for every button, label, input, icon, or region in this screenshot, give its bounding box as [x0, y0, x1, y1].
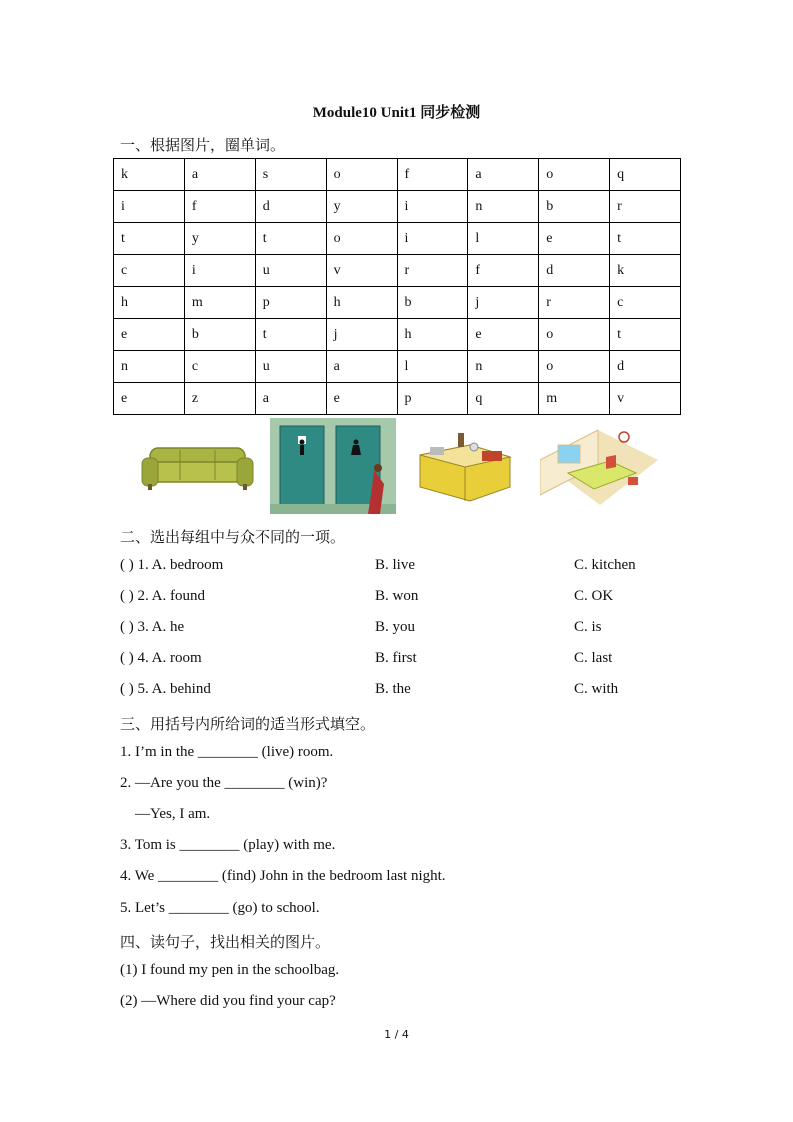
- kitchen-picture: [410, 425, 522, 507]
- grid-cell[interactable]: i: [397, 191, 468, 223]
- grid-cell[interactable]: i: [184, 255, 255, 287]
- choice-option-q: ( ) 1. A. bedroom: [120, 557, 224, 573]
- grid-cell[interactable]: u: [255, 351, 326, 383]
- read-line-1: (1) I found my pen in the schoolbag.: [120, 962, 340, 978]
- grid-cell[interactable]: p: [255, 287, 326, 319]
- grid-cell[interactable]: v: [610, 383, 681, 415]
- grid-row: [114, 223, 681, 255]
- grid-row: [114, 191, 681, 223]
- grid-cell[interactable]: q: [610, 159, 681, 191]
- grid-cell[interactable]: o: [539, 351, 610, 383]
- choice-option-b: B. the: [375, 681, 411, 697]
- grid-cell[interactable]: c: [610, 287, 681, 319]
- choice-option-c: C. kitchen: [574, 557, 636, 573]
- grid-cell[interactable]: h: [114, 287, 185, 319]
- grid-row: [114, 287, 681, 319]
- grid-cell[interactable]: e: [539, 223, 610, 255]
- fill-line-2-answer: —Yes, I am.: [135, 806, 211, 822]
- choice-option-c: C. with: [574, 681, 619, 697]
- fill-line-4: 4. We ________ (find) John in the bedroom last night.: [120, 868, 446, 884]
- fill-line-5: 5. Let’s ________ (go) to school.: [120, 900, 320, 916]
- grid-cell[interactable]: d: [539, 255, 610, 287]
- page-title: Module10 Unit1 同步检测: [312, 105, 481, 121]
- grid-cell[interactable]: e: [326, 383, 397, 415]
- grid-cell[interactable]: e: [114, 383, 185, 415]
- grid-cell[interactable]: e: [114, 319, 185, 351]
- grid-cell[interactable]: f: [184, 191, 255, 223]
- grid-cell[interactable]: r: [397, 255, 468, 287]
- choice-option-q: ( ) 4. A. room: [120, 650, 202, 666]
- choice-question-4: [120, 650, 680, 670]
- grid-row: [114, 255, 681, 287]
- grid-cell[interactable]: p: [397, 383, 468, 415]
- grid-cell[interactable]: d: [610, 351, 681, 383]
- grid-cell[interactable]: j: [326, 319, 397, 351]
- grid-row: [114, 383, 681, 415]
- choice-option-q: ( ) 3. A. he: [120, 619, 185, 635]
- grid-cell[interactable]: t: [610, 319, 681, 351]
- grid-cell[interactable]: b: [539, 191, 610, 223]
- grid-cell[interactable]: c: [184, 351, 255, 383]
- toilet-picture: [270, 418, 396, 514]
- grid-cell[interactable]: s: [255, 159, 326, 191]
- grid-cell[interactable]: r: [539, 287, 610, 319]
- grid-cell[interactable]: z: [184, 383, 255, 415]
- choice-option-b: B. live: [375, 557, 415, 573]
- choice-question-5: [120, 681, 680, 701]
- grid-cell[interactable]: b: [397, 287, 468, 319]
- grid-cell[interactable]: i: [397, 223, 468, 255]
- read-line-2: (2) —Where did you find your cap?: [120, 993, 336, 1009]
- grid-cell[interactable]: d: [255, 191, 326, 223]
- grid-cell[interactable]: l: [397, 351, 468, 383]
- section-1-heading: 一、根据图片，圈单词。: [120, 138, 286, 154]
- section-4-heading: 四、读句子，找出相关的图片。: [120, 935, 331, 951]
- grid-cell[interactable]: o: [326, 159, 397, 191]
- grid-cell[interactable]: r: [610, 191, 681, 223]
- grid-cell[interactable]: n: [468, 191, 539, 223]
- grid-cell[interactable]: u: [255, 255, 326, 287]
- grid-cell[interactable]: a: [184, 159, 255, 191]
- grid-cell[interactable]: t: [114, 223, 185, 255]
- grid-cell[interactable]: t: [255, 223, 326, 255]
- choice-question-2: [120, 588, 680, 608]
- grid-cell[interactable]: h: [326, 287, 397, 319]
- choice-option-c: C. is: [574, 619, 602, 635]
- choice-question-1: [120, 557, 680, 577]
- page-number: 1 / 4: [384, 1028, 409, 1041]
- choice-option-q: ( ) 5. A. behind: [120, 681, 211, 697]
- grid-cell[interactable]: k: [610, 255, 681, 287]
- section-2-heading: 二、选出每组中与众不同的一项。: [120, 530, 346, 546]
- grid-row: [114, 159, 681, 191]
- grid-cell[interactable]: a: [468, 159, 539, 191]
- choice-option-b: B. first: [375, 650, 417, 666]
- choice-option-b: B. won: [375, 588, 419, 604]
- grid-cell[interactable]: t: [255, 319, 326, 351]
- choice-option-q: ( ) 2. A. found: [120, 588, 205, 604]
- grid-cell[interactable]: f: [468, 255, 539, 287]
- grid-cell[interactable]: f: [397, 159, 468, 191]
- fill-line-1: 1. I’m in the ________ (live) room.: [120, 744, 334, 760]
- grid-cell[interactable]: t: [610, 223, 681, 255]
- grid-cell[interactable]: o: [326, 223, 397, 255]
- grid-cell[interactable]: e: [468, 319, 539, 351]
- grid-cell[interactable]: y: [326, 191, 397, 223]
- grid-cell[interactable]: m: [539, 383, 610, 415]
- sofa-picture: [140, 440, 255, 495]
- word-search-grid: [113, 158, 681, 415]
- choice-option-b: B. you: [375, 619, 416, 635]
- grid-cell[interactable]: y: [184, 223, 255, 255]
- bedroom-picture: [540, 425, 658, 507]
- grid-cell[interactable]: j: [468, 287, 539, 319]
- fill-line-2: 2. —Are you the ________ (win)?: [120, 775, 328, 791]
- grid-cell[interactable]: m: [184, 287, 255, 319]
- grid-cell[interactable]: a: [326, 351, 397, 383]
- grid-cell[interactable]: q: [468, 383, 539, 415]
- choice-option-c: C. last: [574, 650, 613, 666]
- grid-cell[interactable]: a: [255, 383, 326, 415]
- choice-option-c: C. OK: [574, 588, 614, 604]
- grid-cell[interactable]: n: [114, 351, 185, 383]
- grid-cell[interactable]: h: [397, 319, 468, 351]
- choice-question-3: [120, 619, 680, 639]
- grid-cell[interactable]: b: [184, 319, 255, 351]
- grid-cell[interactable]: o: [539, 319, 610, 351]
- grid-row: [114, 351, 681, 383]
- grid-row: [114, 319, 681, 351]
- grid-cell[interactable]: n: [468, 351, 539, 383]
- fill-line-3: 3. Tom is ________ (play) with me.: [120, 837, 336, 853]
- grid-cell[interactable]: o: [539, 159, 610, 191]
- grid-cell[interactable]: i: [114, 191, 185, 223]
- grid-cell[interactable]: c: [114, 255, 185, 287]
- grid-cell[interactable]: k: [114, 159, 185, 191]
- grid-cell[interactable]: l: [468, 223, 539, 255]
- grid-cell[interactable]: v: [326, 255, 397, 287]
- section-3-heading: 三、用括号内所给词的适当形式填空。: [120, 717, 376, 733]
